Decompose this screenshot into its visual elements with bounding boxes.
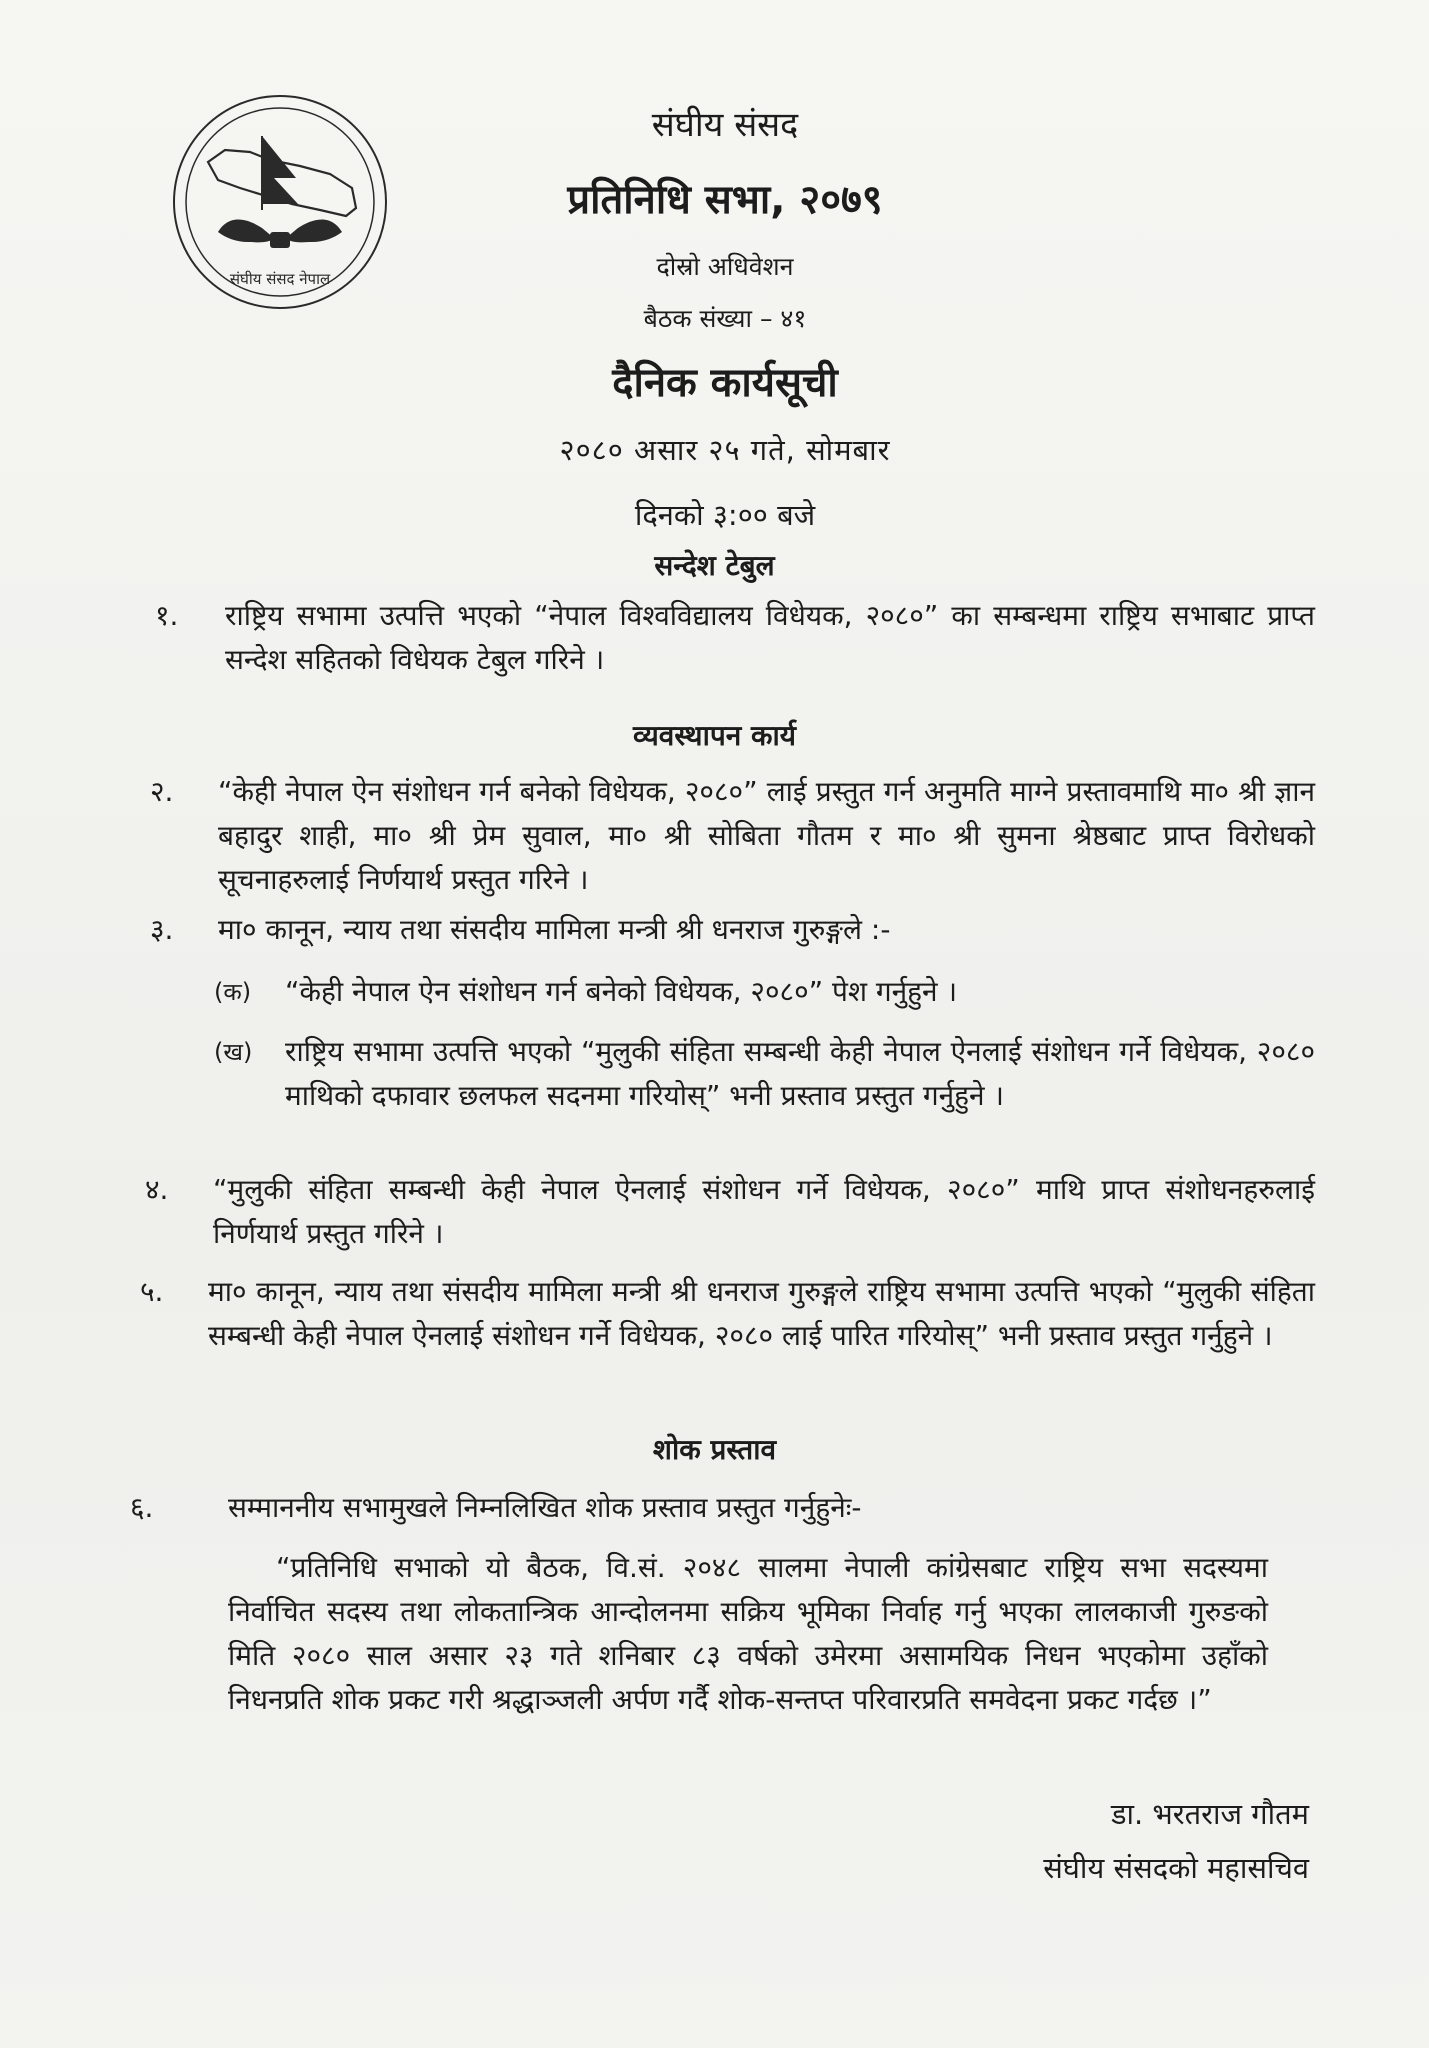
parliament-name: संघीय संसद bbox=[651, 105, 799, 145]
agenda-item-text: सम्माननीय सभामुखले निम्नलिखित शोक प्रस्ताव प्रस्तुत गर्नुहुनेः- bbox=[228, 1491, 862, 1524]
section-title-message-table: सन्देश टेबुल bbox=[654, 549, 775, 582]
item-number: ३. bbox=[150, 913, 174, 946]
house-name: प्रतिनिधि सभा, २०७९ bbox=[567, 177, 883, 223]
emblem-svg bbox=[170, 92, 390, 312]
agenda-item-text: “केही नेपाल ऐन संशोधन गर्न बनेको विधेयक, २०८०” लाई प्रस्तुत गर्न अनुमति माग्ने प्रस्तावमाथि मा० श्री ज्ञान बहादुर शाही, मा० श्री प्रेम सुवाल, मा० श्री सोबिता गौतम र मा० श्री सुमना श्रेष्ठबाट प्राप्त विरोधको सूचनाहरुलाई निर्णयार्थ प्रस्तुत गरिने । bbox=[218, 775, 1315, 896]
signatory-title: संघीय संसदको महासचिव bbox=[1043, 1851, 1309, 1885]
meeting-date: २०८० असार २५ गते, सोमबार bbox=[559, 433, 891, 467]
item-number: ४. bbox=[145, 1173, 169, 1206]
page-title: दैनिक कार्यसूची bbox=[612, 360, 838, 406]
agenda-item-text: राष्ट्रिय सभामा उत्पत्ति भएको “नेपाल विश्वविद्यालय विधेयक, २०८०” का सम्बन्धमा राष्ट्रिय सभाबाट प्राप्त सन्देश सहितको विधेयक टेबुल गरिने । bbox=[225, 599, 1315, 676]
agenda-header bbox=[430, 100, 1020, 534]
agenda-item-text: मा० कानून, न्याय तथा संसदीय मामिला मन्त्री श्री धनराज गुरुङ्गले :- bbox=[218, 913, 891, 946]
sub-item-label: (क) bbox=[214, 978, 252, 1006]
section-title-legislative-business: व्यवस्थापन कार्य bbox=[632, 719, 797, 752]
meeting-time: दिनको ३:०० बजे bbox=[634, 498, 816, 532]
item-number: १. bbox=[155, 599, 179, 632]
emblem-caption: संघीय संसद नेपाल bbox=[229, 270, 331, 288]
condolence-quote: “प्रतिनिधि सभाको यो बैठक, वि.सं. २०४८ सालमा नेपाली कांग्रेसबाट राष्ट्रिय सभा सदस्यमा निर्वाचित सदस्य तथा लोकतान्त्रिक आन्दोलनमा सक्रिय भूमिका निर्वाह गर्नु भएका लालकाजी गुरुङको मिति २०८० साल असार २३ गते शनिबार ८३ वर्षको उमेरमा असामयिक निधन भएकोमा उहाँको निधनप्रति शोक प्रकट गरी श्रद्धाञ्जली अर्पण गर्दै शोक-सन्तप्त परिवारप्रति समवेदना प्रकट गर्दछ ।” bbox=[228, 1551, 1268, 1716]
item-number: ६. bbox=[130, 1491, 154, 1524]
agenda-item-text: मा० कानून, न्याय तथा संसदीय मामिला मन्त्री श्री धनराज गुरुङ्गले राष्ट्रिय सभामा उत्पत्ति भएको “मुलुकी संहिता सम्बन्धी केही नेपाल ऐनलाई संशोधन गर्ने विधेयक, २०८० लाई पारित गरियोस्” भनी प्रस्ताव प्रस्तुत गर्नुहुने । bbox=[208, 1275, 1315, 1352]
sub-item-text: “केही नेपाल ऐन संशोधन गर्न बनेको विधेयक, २०८०” पेश गर्नुहुने । bbox=[285, 975, 958, 1008]
sub-item-label: (ख) bbox=[214, 1038, 253, 1066]
meeting-number: बैठक संख्या – ४१ bbox=[643, 304, 807, 333]
agenda-item-text: “मुलुकी संहिता सम्बन्धी केही नेपाल ऐनलाई संशोधन गर्ने विधेयक, २०८०” माथि प्राप्त संशोधनहरुलाई निर्णयार्थ प्रस्तुत गरिने । bbox=[213, 1173, 1315, 1250]
session-name: दोस्रो अधिवेशन bbox=[656, 252, 794, 281]
section-title-condolence-motion: शोक प्रस्ताव bbox=[652, 1433, 777, 1466]
parliament-emblem-icon bbox=[170, 92, 390, 312]
signatory-name: डा. भरतराज गौतम bbox=[1110, 1797, 1309, 1831]
sub-item-text: राष्ट्रिय सभामा उत्पत्ति भएको “मुलुकी संहिता सम्बन्धी केही नेपाल ऐनलाई संशोधन गर्ने विधेयक, २०८० माथिको दफावार छलफल सदनमा गरियोस्” भनी प्रस्ताव प्रस्तुत गर्नुहुने । bbox=[285, 1035, 1315, 1112]
item-number: २. bbox=[150, 775, 174, 808]
item-number: ५. bbox=[140, 1275, 164, 1308]
